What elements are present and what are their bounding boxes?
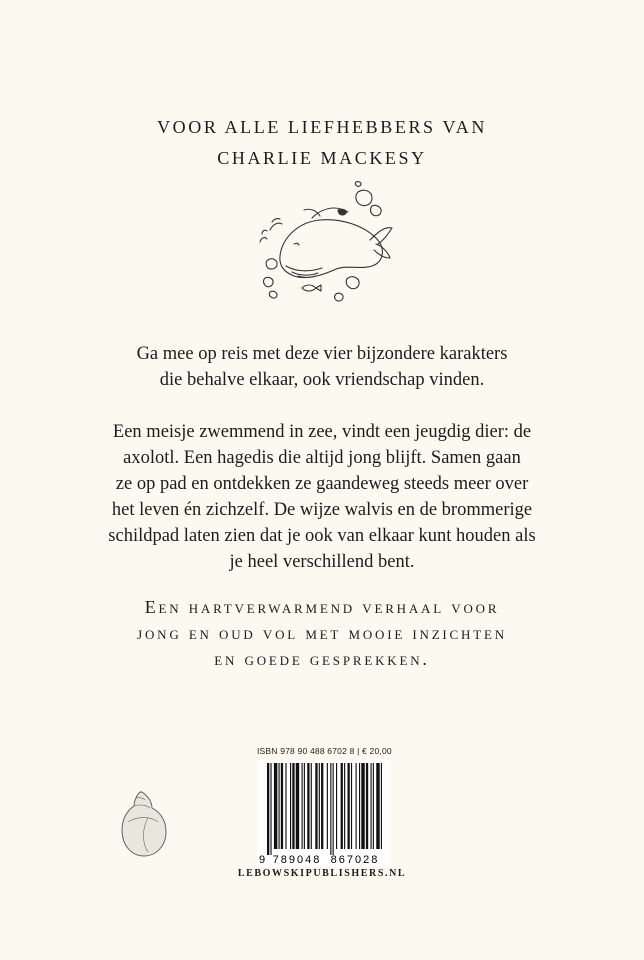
paragraph-line: Ga mee op reis met deze vier bijzondere karakters [136,344,508,364]
barcode-digits-left: 789048 [272,854,322,866]
barcode-bar [341,763,343,849]
barcode-bar [267,763,269,855]
paragraph-line: het leven én zichzelf. De wijze walvis en de brommerige [111,500,533,520]
barcode-bar [296,763,299,849]
barcode-digits-right: 867028 [330,854,380,866]
barcode-bar [285,763,286,849]
barcode-bar [319,763,320,849]
heading [0,112,644,174]
barcode-bar [304,763,305,849]
barcode-bar [321,763,323,849]
paragraph-line: Een meisje zwemmend in zee, vindt een jeugdig dier: de [112,422,532,442]
barcode-bar [281,763,283,849]
seashell-icon [118,788,170,860]
barcode-icon [257,761,391,867]
barcode-bar [359,763,360,849]
barcode-bar [336,763,337,849]
barcode-block [257,745,391,867]
paragraph-line: ze op pad en ontdekken ze gaandeweg steeds meer over [115,474,529,494]
paragraph-line: schildpad laten zien dat je ook van elkaar kunt houden als [108,526,536,546]
barcode-bar [270,763,271,855]
barcode-bar [376,763,379,849]
barcode-digit-first: 9 [259,854,266,866]
barcode-bar [351,763,352,849]
barcode-bar [366,763,368,849]
paragraph-intro [0,341,644,393]
barcode-bar [307,763,309,849]
heading-line-1: VOOR ALLE LIEFHEBBERS VAN [157,117,487,137]
barcode-bar [348,763,350,849]
barcode-bar [356,763,357,849]
barcode-bar [274,763,277,849]
barcode-bar [292,763,294,849]
isbn-price-label: ISBN 978 90 488 6702 8 | € 20,00 [257,746,392,756]
barcode-bar [373,763,374,849]
barcode-bar [311,763,312,849]
paragraph-line: je heel verschillend bent. [229,552,415,572]
barcode-bar [371,763,372,849]
heading-line-2: CHARLIE MACKESY [217,148,427,168]
barcode-bar [344,763,345,849]
barcode-bar [381,763,382,849]
tagline-line: Een hartverwarmend verhaal voor [144,597,500,617]
barcode-bar [327,763,328,849]
paragraph-line: die behalve elkaar, ook vriendschap vinden. [159,370,485,390]
whale-swimmer-drawing-icon [250,178,400,318]
tagline-line: jong en oud vol met mooie inzichten [137,623,507,643]
tagline-line: en goede gesprekken. [214,649,430,669]
tagline [0,594,644,672]
barcode-bar [302,763,303,849]
barcode-bar [330,763,331,855]
paragraph-story [0,419,644,575]
barcode-bar [290,763,291,849]
barcode-bar [279,763,280,849]
barcode-bar [361,763,364,849]
publisher-website: LEBOWSKIPUBLISHERS.NL [237,868,407,879]
paragraph-line: axolotl. Een hagedis die altijd jong blijft. Samen gaan [123,448,521,468]
barcode-bar [333,763,334,855]
barcode-bar [315,763,317,849]
